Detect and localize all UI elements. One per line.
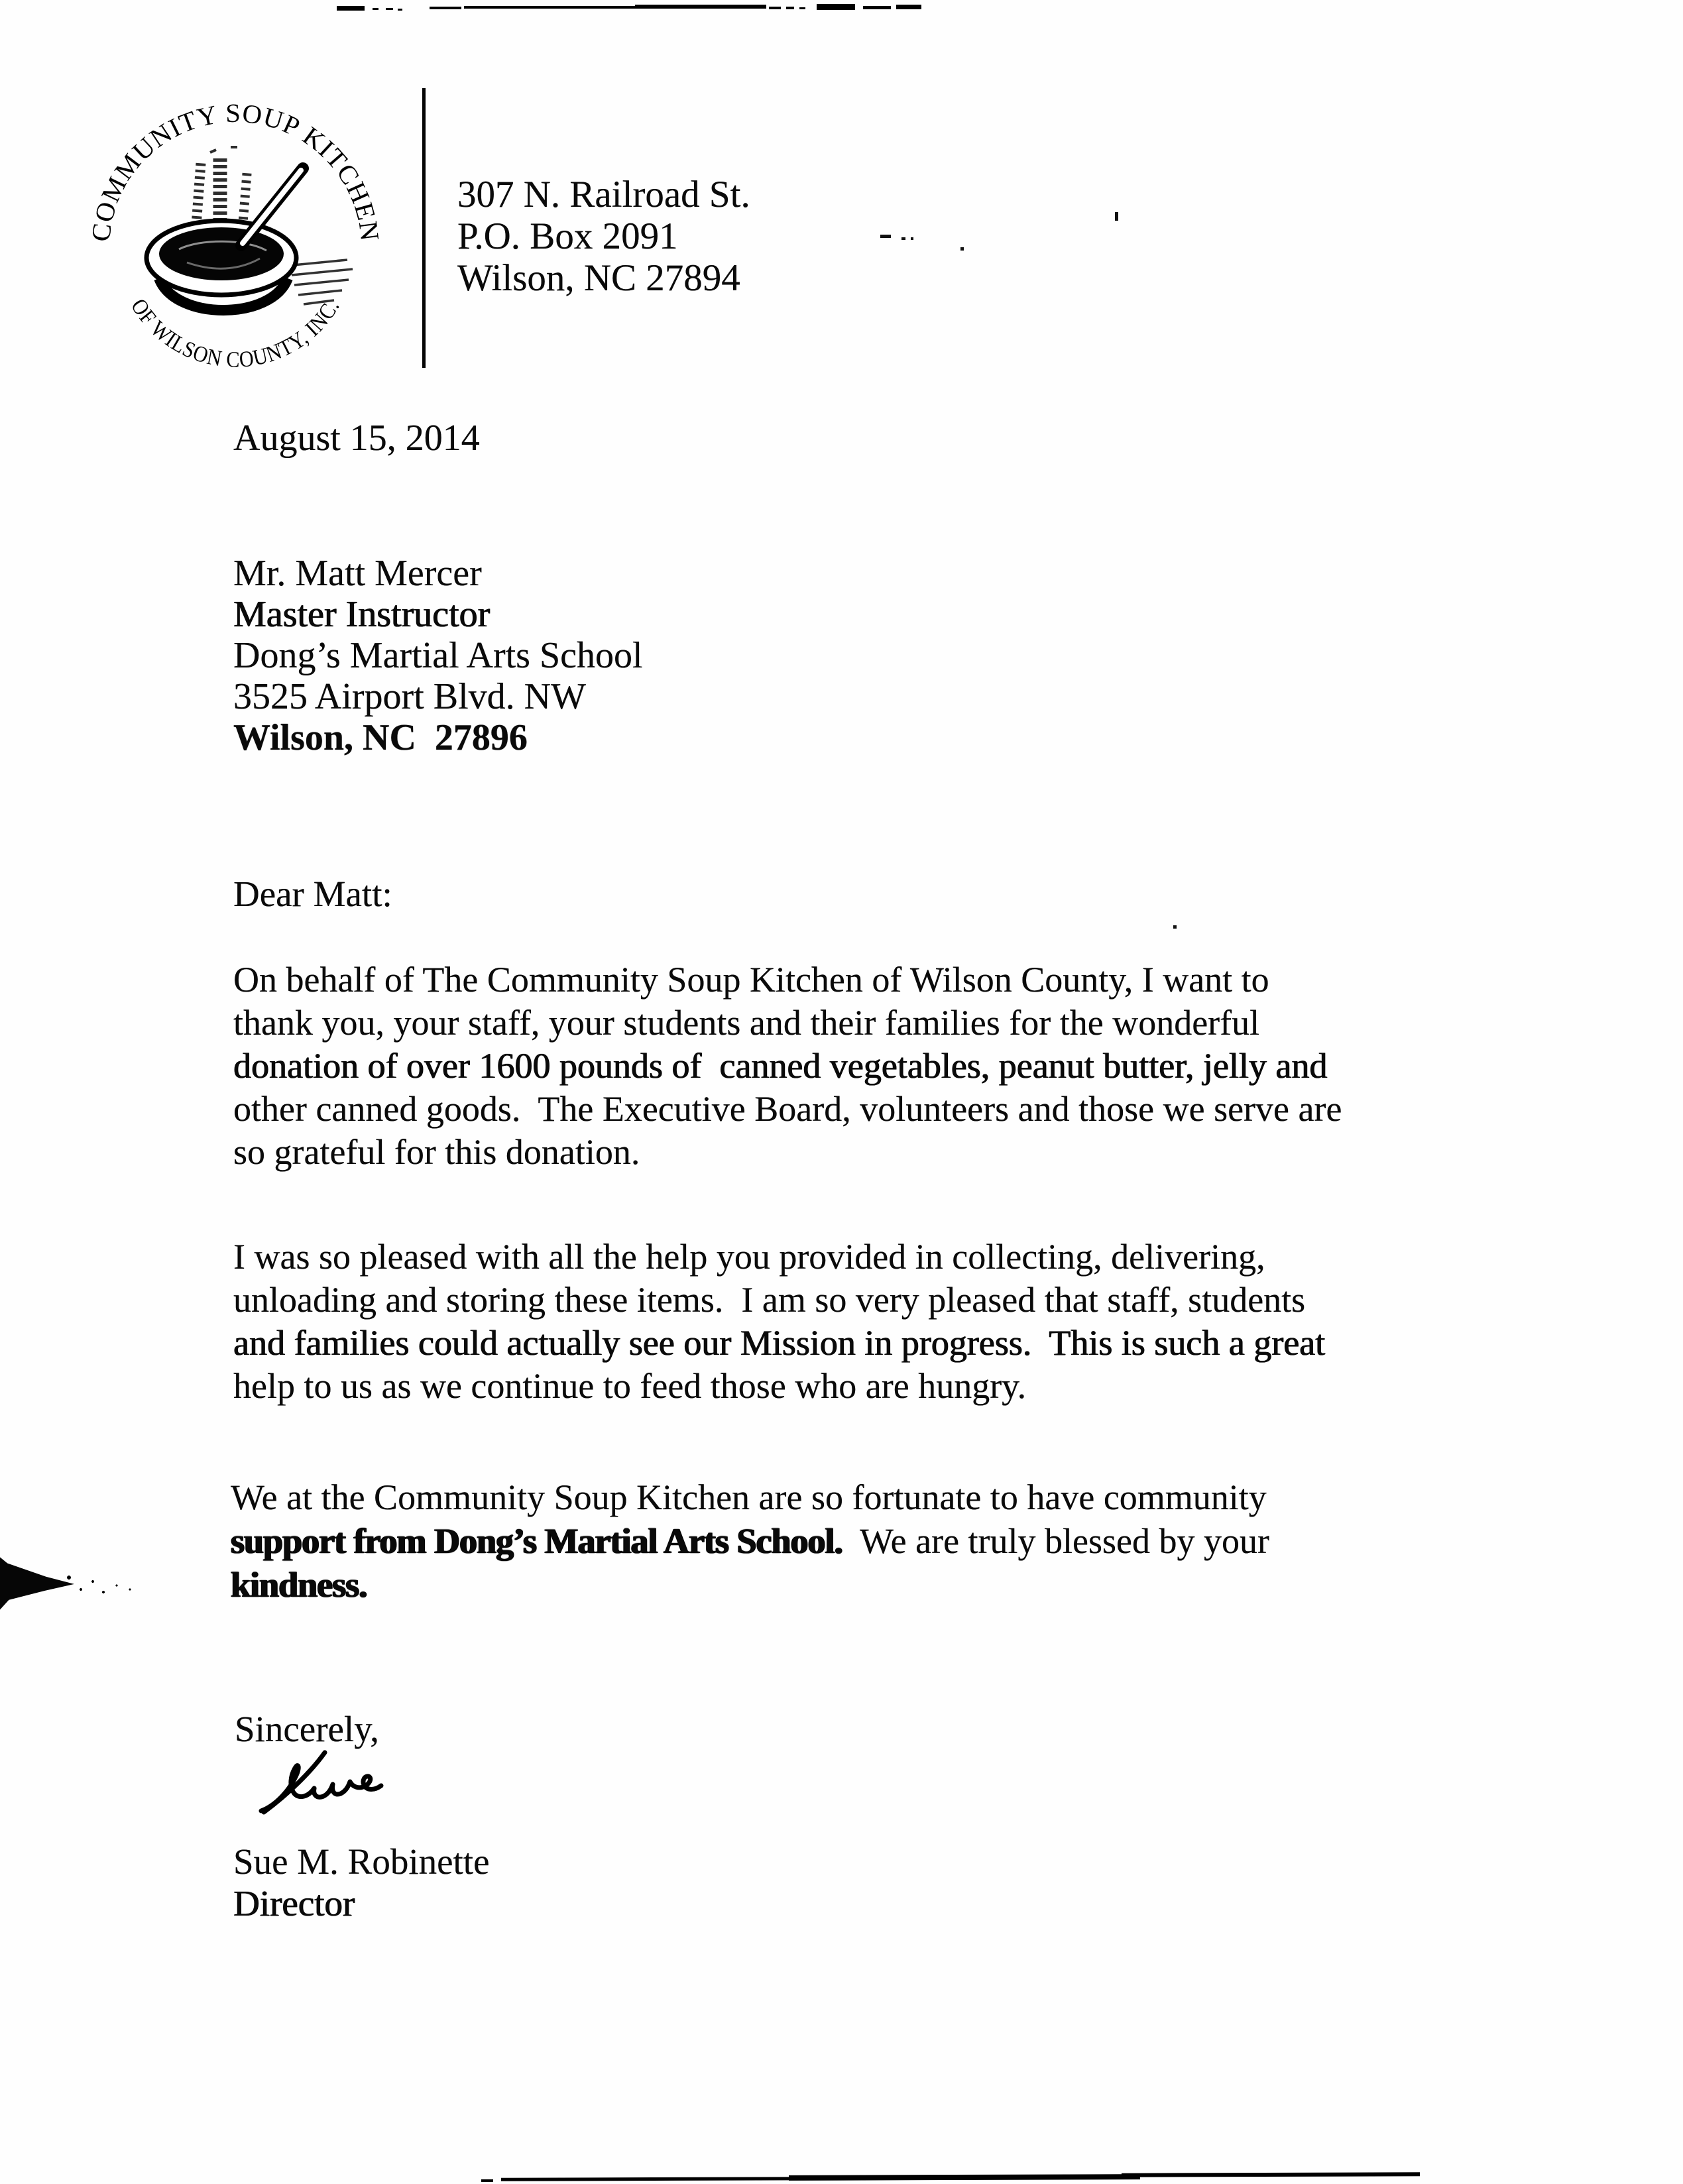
body-line: help to us as we continue to feed those who are hungry. [233,1366,1027,1406]
valediction: Sincerely, [235,1709,379,1749]
salutation: Dear Matt: [233,874,392,914]
letterhead-divider [422,88,426,368]
body-line: donation of over 1600 pounds of canned vegetables, peanut butter, jelly and [233,1046,1328,1086]
smudged-ink-text: kindness. [231,1565,367,1605]
recipient-name: Mr. Matt Mercer [233,553,482,594]
body-paragraph-1 [233,958,1342,1174]
letter-date: August 15, 2014 [233,418,480,459]
recipient-street: 3525 Airport Blvd. NW [233,676,586,717]
body-line: On behalf of The Community Soup Kitchen of Wilson County, I want to [233,960,1269,1000]
letterhead-address [457,174,750,299]
letterhead-address-line: Wilson, NC 27894 [457,257,740,299]
scan-artifact-left-smudge-speckle [64,1570,143,1609]
body-line: other canned goods. The Executive Board, volunteers and those we serve are [233,1089,1342,1129]
recipient-city-state-zip: Wilson, NC 27896 [233,717,528,758]
handwritten-signature [251,1747,390,1825]
recipient-title: Master Instructor [233,594,491,635]
org-name-top-arc: COMMUNITY SOUP KITCHEN [85,97,386,243]
letterhead-address-line: 307 N. Railroad St. [457,174,750,215]
soup-bowl-illustration [146,147,353,310]
body-line: so grateful for this donation. [233,1132,640,1172]
body-paragraph-3 [231,1475,1269,1607]
body-line: support from Dong’s Martial Arts School. We are truly blessed by your [231,1521,1269,1561]
org-name-bottom-arc: OF WILSON COUNTY, INC. [125,294,345,373]
signer-title: Director [233,1883,355,1924]
body-line: and families could actually see our Mission in progress. This is such a great [233,1323,1326,1363]
recipient-organization: Dong’s Martial Arts School [233,635,643,676]
signer-name: Sue M. Robinette [233,1841,490,1882]
body-line: unloading and storing these items. I am so very pleased that staff, students [233,1280,1306,1320]
org-logo [74,91,396,373]
smudged-ink-text: support from Dong’s Martial Arts School. [231,1521,842,1561]
letterhead-address-line: P.O. Box 2091 [457,215,678,257]
body-line: thank you, your staff, your students and their families for the wonderful [233,1003,1260,1043]
body-line: We at the Community Soup Kitchen are so fortunate to have community [231,1477,1267,1517]
body-paragraph-2 [233,1236,1325,1408]
body-line: I was so pleased with all the help you provided in collecting, delivering, [233,1237,1265,1277]
recipient-address [233,553,643,758]
